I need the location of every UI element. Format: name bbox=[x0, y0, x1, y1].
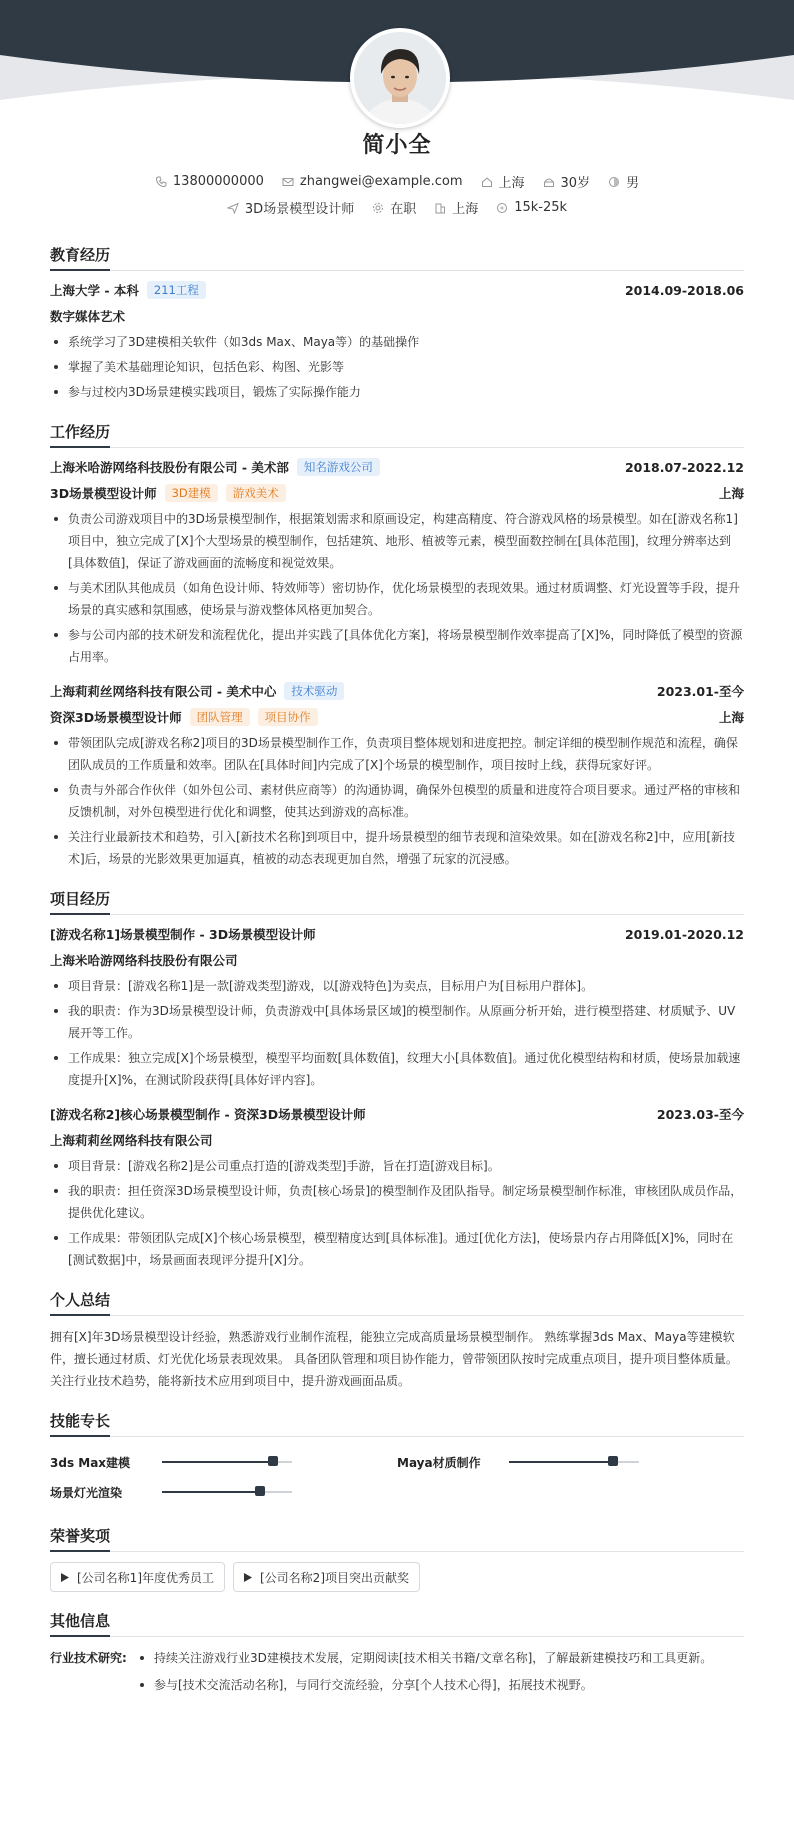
list-item: 负责公司游戏项目中的3D场景模型制作，根据策划需求和原画设定，构建高精度、符合游戏风格的场景模型。如在[游戏名称1]项目中，独立完成了[X]个大型场景的模型制作，包括建筑、地形、植被等元素，模型面数控制在[具体范围]，纹理分辨率达到[具体数值]，保证了游戏画面的流畅度和视觉效果。 bbox=[50, 508, 744, 574]
skill-name: 场景灯光渲染 bbox=[50, 1485, 123, 1500]
coin-icon bbox=[496, 202, 508, 214]
award-item: [公司名称2]项目突出贡献奖 bbox=[233, 1562, 420, 1592]
project-period: 2019.01-2020.12 bbox=[624, 926, 744, 942]
phone-item bbox=[155, 174, 264, 189]
job-entry bbox=[50, 458, 744, 668]
list-item: 持续关注游戏行业3D建模技术发展，定期阅读[技术相关书籍/文章名称]，了解最新建模技巧和工具更新。 bbox=[136, 1647, 712, 1669]
list-item: 我的职责：担任资深3D场景模型设计师，负责[核心场景]的模型制作及团队指导。制定场景模型制作标准，审核团队成员作品，提供优化建议。 bbox=[50, 1180, 744, 1224]
candidate-name: 简小全 bbox=[362, 133, 432, 158]
play-icon bbox=[61, 1573, 69, 1582]
skill-level-bar bbox=[162, 1461, 292, 1463]
company-tag: 技术驱动 bbox=[284, 682, 344, 700]
project-company: 上海莉莉丝网络科技有限公司 bbox=[50, 1133, 213, 1148]
skill-level-fill bbox=[509, 1461, 613, 1463]
other-label: 行业技术研究: bbox=[50, 1651, 127, 1665]
job-intent-row bbox=[0, 198, 794, 217]
gender-icon bbox=[608, 176, 620, 188]
skill-item bbox=[397, 1447, 744, 1477]
job-location: 上海 bbox=[718, 486, 744, 501]
building-icon bbox=[434, 202, 446, 214]
role-tag: 团队管理 bbox=[190, 708, 250, 726]
play-icon bbox=[244, 1573, 252, 1582]
work-section bbox=[50, 421, 744, 870]
company-name: 上海莉莉丝网络科技有限公司 - 美术中心 bbox=[50, 684, 277, 699]
list-item: 关注行业最新技术和趋势，引入[新技术名称]到项目中，提升场景模型的细节表现和渲染效果。如在[游戏名称2]中，应用[新技术]后，场景的光影效果更加逼真，植被的动态表现更加自然，增强了玩家的沉浸感。 bbox=[50, 826, 744, 870]
phone-text: 13800000000 bbox=[172, 174, 264, 189]
phone-icon bbox=[155, 176, 167, 188]
major: 数字媒体艺术 bbox=[50, 309, 126, 324]
skill-level-bar bbox=[162, 1491, 292, 1493]
award-item: [公司名称1]年度优秀员工 bbox=[50, 1562, 225, 1592]
skill-level-knob bbox=[268, 1456, 278, 1466]
list-item: 参与过校内3D场景建模实践项目，锻炼了实际操作能力 bbox=[50, 381, 744, 403]
position-item bbox=[227, 198, 354, 217]
section-title: 荣誉奖项 bbox=[50, 1525, 744, 1552]
skill-item bbox=[50, 1447, 397, 1477]
age-item bbox=[543, 172, 591, 191]
skill-level-fill bbox=[162, 1491, 260, 1493]
list-item: 掌握了美术基础理论知识，包括色彩、构图、光影等 bbox=[50, 356, 744, 378]
project-period: 2023.03-至今 bbox=[656, 1107, 744, 1122]
school-name: 上海大学 - 本科 bbox=[50, 283, 139, 298]
send-icon bbox=[227, 202, 239, 214]
job-period: 2023.01-至今 bbox=[656, 684, 744, 699]
section-title: 教育经历 bbox=[50, 244, 744, 271]
skill-level-knob bbox=[255, 1486, 265, 1496]
project-name: [游戏名称2]核心场景模型制作 - 资深3D场景模型设计师 bbox=[50, 1107, 366, 1122]
target-city-item bbox=[434, 198, 478, 217]
role-tag: 3D建模 bbox=[165, 484, 218, 502]
skills-list bbox=[50, 1447, 744, 1507]
city-item bbox=[481, 172, 525, 191]
skill-name: Maya材质制作 bbox=[397, 1455, 481, 1470]
education-period: 2014.09-2018.06 bbox=[624, 282, 744, 298]
section-title: 个人总结 bbox=[50, 1289, 744, 1316]
list-item: 参与公司内部的技术研发和流程优化，提出并实践了[具体优化方案]，将场景模型制作效率提高了[X]%，同时降低了模型的资源占用率。 bbox=[50, 624, 744, 668]
gear-icon bbox=[372, 202, 384, 214]
job-role: 3D场景模型设计师 bbox=[50, 486, 157, 501]
home-icon bbox=[481, 176, 493, 188]
list-item: 与美术团队其他成员（如角色设计师、特效师等）密切协作，优化场景模型的表现效果。通过材质调整、灯光设置等手段，提升场景的真实感和氛围感，使场景与游戏整体风格更加契合。 bbox=[50, 577, 744, 621]
projects-section bbox=[50, 888, 744, 1271]
list-item: 负责与外部合作伙伴（如外包公司、素材供应商等）的沟通协调，确保外包模型的质量和进度符合项目要求。通过严格的审核和反馈机制，对外包模型进行优化和调整，使其达到游戏的高标准。 bbox=[50, 779, 744, 823]
skill-name: 3ds Max建模 bbox=[50, 1455, 131, 1470]
age-text: 30岁 bbox=[560, 176, 591, 191]
mail-icon bbox=[282, 176, 294, 188]
skill-level-bar bbox=[509, 1461, 639, 1463]
section-title: 技能专长 bbox=[50, 1410, 744, 1437]
email-text: zhangwei@example.com bbox=[299, 174, 463, 189]
project-company: 上海米哈游网络科技股份有限公司 bbox=[50, 953, 238, 968]
resume-content bbox=[50, 244, 744, 1719]
email-item bbox=[282, 174, 463, 189]
contact-row bbox=[0, 172, 794, 191]
education-section bbox=[50, 244, 744, 403]
project-entry bbox=[50, 925, 744, 1091]
list-item: 带领团队完成[游戏名称2]项目的3D场景模型制作工作，负责项目整体规划和进度把控。制定详细的模型制作规范和流程，确保团队成员的工作质量和效率。团队在[具体时间]内完成了[X]个场景的模型制作，项目按时上线，获得玩家好评。 bbox=[50, 732, 744, 776]
cake-icon bbox=[543, 176, 555, 188]
job-location: 上海 bbox=[718, 710, 744, 725]
skills-section bbox=[50, 1410, 744, 1507]
section-title: 其他信息 bbox=[50, 1610, 744, 1637]
skill-level-knob bbox=[608, 1456, 618, 1466]
list-item: 项目背景：[游戏名称2]是公司重点打造的[游戏类型]手游，旨在打造[游戏目标]。 bbox=[50, 1155, 744, 1177]
role-tag: 游戏美术 bbox=[226, 484, 286, 502]
list-item: 系统学习了3D建模相关软件（如3ds Max、Maya等）的基础操作 bbox=[50, 331, 744, 353]
job-entry bbox=[50, 682, 744, 870]
city-text: 上海 bbox=[498, 176, 525, 191]
project-name: [游戏名称1]场景模型制作 - 3D场景模型设计师 bbox=[50, 927, 316, 942]
role-tag: 项目协作 bbox=[258, 708, 318, 726]
section-title: 工作经历 bbox=[50, 421, 744, 448]
summary-text: 拥有[X]年3D场景模型设计经验，熟悉游戏行业制作流程，能独立完成高质量场景模型制作。 熟练掌握3ds Max、Maya等建模软件，擅长通过材质、灯光优化场景表现效果。 具备团队管理和项目协作能力，曾带领团队按时完成重点项目，提升项目整体质量。 关注行业技术趋势，能将新技术应用到项目中，提升游戏画面品质。 bbox=[50, 1330, 738, 1388]
awards-section bbox=[50, 1525, 744, 1592]
status-text: 在职 bbox=[390, 202, 417, 217]
list-item: 项目背景：[游戏名称1]是一款[游戏类型]游戏，以[游戏特色]为卖点，目标用户为[目标用户群体]。 bbox=[50, 975, 744, 997]
skill-level-fill bbox=[162, 1461, 273, 1463]
avatar bbox=[350, 28, 450, 128]
company-tag: 知名游戏公司 bbox=[297, 458, 380, 476]
list-item: 我的职责：作为3D场景模型设计师，负责游戏中[具体场景区域]的模型制作。从原画分析开始，进行模型搭建、材质赋予、UV展开等工作。 bbox=[50, 1000, 744, 1044]
list-item: 参与[技术交流活动名称]，与同行交流经验，分享[个人技术心得]，拓展技术视野。 bbox=[136, 1674, 712, 1696]
other-section bbox=[50, 1610, 744, 1701]
project-entry bbox=[50, 1105, 744, 1271]
section-title: 项目经历 bbox=[50, 888, 744, 915]
list-item: 工作成果：独立完成[X]个场景模型，模型平均面数[具体数值]，纹理大小[具体数值]。通过优化模型结构和材质，使场景加载速度提升[X]%，在测试阶段获得[具体好评内容]。 bbox=[50, 1047, 744, 1091]
skill-item bbox=[50, 1477, 397, 1507]
salary-item bbox=[496, 200, 567, 215]
list-item: 工作成果：带领团队完成[X]个核心场景模型，模型精度达到[具体标准]。通过[优化方法]，使场景内存占用降低[X]%，同时在[测试数据]中，场景画面表现评分提升[X]分。 bbox=[50, 1227, 744, 1271]
school-tag: 211工程 bbox=[147, 281, 206, 299]
position-text: 3D场景模型设计师 bbox=[244, 202, 355, 217]
gender-item bbox=[608, 172, 639, 191]
job-role: 资深3D场景模型设计师 bbox=[50, 710, 182, 725]
job-period: 2018.07-2022.12 bbox=[624, 459, 744, 475]
status-item bbox=[372, 198, 416, 217]
target-city-text: 上海 bbox=[452, 202, 479, 217]
salary-text: 15k-25k bbox=[514, 200, 568, 215]
company-name: 上海米哈游网络科技股份有限公司 - 美术部 bbox=[50, 460, 289, 475]
gender-text: 男 bbox=[626, 176, 640, 191]
summary-section bbox=[50, 1289, 744, 1392]
